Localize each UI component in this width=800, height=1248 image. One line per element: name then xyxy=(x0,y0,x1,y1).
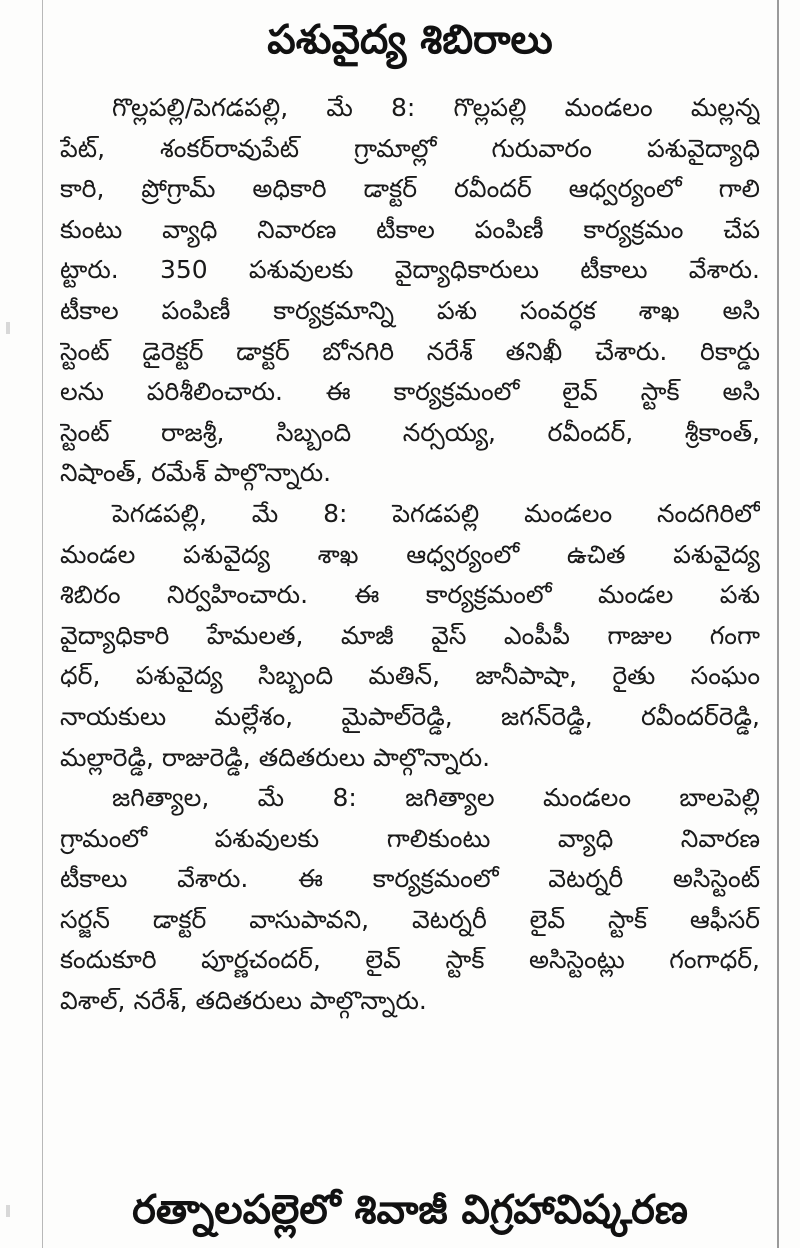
article-line: పెగడపల్లి, మే 8: పెగడపల్లి మండలం నందగిరిలో xyxy=(112,498,760,528)
column-rule-right xyxy=(777,0,779,1248)
article-line: విశాల్, నరేశ్, తదితరులు పాల్గొన్నారు. xyxy=(60,986,427,1016)
article-line: జగిత్యాల, మే 8: జగిత్యాల మండలం బాలపెల్లి xyxy=(112,783,760,813)
column-rule-left xyxy=(42,0,43,1248)
article-body xyxy=(60,88,760,1022)
article-headline: పశువైద్య శిబిరాలు xyxy=(267,17,553,63)
article-line: నిషాంత్, రమేశ్ పాల్గొన్నారు. xyxy=(60,458,332,488)
article-line: టీకాల పంపిణీ కార్యక్రమాన్ని పశు సంవర్ధక శాఖ అసి xyxy=(60,295,760,325)
article-line: సర్జన్ డాక్టర్ వాసుపావని, వెటర్నరీ లైవ్ స్టాక్ ఆఫీసర్ xyxy=(60,904,760,934)
article-line: స్టెంట్ డైరెక్టర్ డాక్టర్ బోనగిరి నరేశ్ తనిఖీ చేశారు. రికార్డు xyxy=(60,336,760,366)
article-line: ధర్, పశువైద్య సిబ్బంది మతిన్, జానీపాషా, రైతు సంఘం xyxy=(60,661,760,691)
article-line: స్టెంట్ రాజశ్రీ, సిబ్బంది నర్సయ్య, రవీందర్, శ్రీకాంత్, xyxy=(60,417,760,447)
article-line: గ్రామంలో పశువులకు గాలికుంటు వ్యాధి నివారణ xyxy=(60,823,760,853)
article-line: లను పరిశీలించారు. ఈ కార్యక్రమంలో లైవ్ స్టాక్ అసి xyxy=(60,377,760,407)
article-line: మల్లారెడ్డి, రాజురెడ్డి, తదితరులు పాల్గొన్నారు. xyxy=(60,742,491,772)
article-line: ట్టారు. 350 పశువులకు వైద్యాధికారులు టీకాలు వేశారు. xyxy=(60,255,760,285)
edge-mark xyxy=(6,1205,10,1217)
article-line: పేట్, శంకర్‌రావుపేట్ గ్రామాల్లో గురువారం పశువైద్యాధి xyxy=(60,133,760,163)
article-line: టీకాలు వేశారు. ఈ కార్యక్రమంలో వెటర్నరీ అసిస్టెంట్ xyxy=(60,864,760,894)
article-line: శిబిరం నిర్వహించారు. ఈ కార్యక్రమంలో మండల పశు xyxy=(60,580,760,610)
article-line: కందుకూరి పూర్ణచందర్, లైవ్ స్టాక్ అసిస్టెంట్లు గంగాధర్, xyxy=(60,945,760,975)
article-line: గొల్లపల్లి/పెగడపల్లి, మే 8: గొల్లపల్లి మండలం మల్లన్న xyxy=(112,93,760,122)
article-line: మండల పశువైద్య శాఖ ఆధ్వర్యంలో ఉచిత పశువైద్య xyxy=(60,539,760,569)
article-line: నాయకులు మల్లేశం, మైపాల్‌రెడ్డి, జగన్‌రెడ్డి, రవీందర్‌రెడ్డి, xyxy=(60,701,760,731)
article-line: వైద్యాధికారి హేమలత, మాజీ వైస్ ఎంపీపీ గాజుల గంగా xyxy=(60,620,760,650)
next-article-headline: రత్నాలపల్లెలో శివాజీ విగ్రహావిష్కరణ xyxy=(132,1187,688,1233)
article-line: కారి, ప్రోగ్రామ్ అధికారి డాక్టర్ రవీందర్ ఆధ్వర్యంలో గాలి xyxy=(60,174,760,204)
article-line: కుంటు వ్యాధి నివారణ టీకాల పంపిణీ కార్యక్రమం చేప xyxy=(60,214,760,244)
edge-mark xyxy=(6,322,10,334)
